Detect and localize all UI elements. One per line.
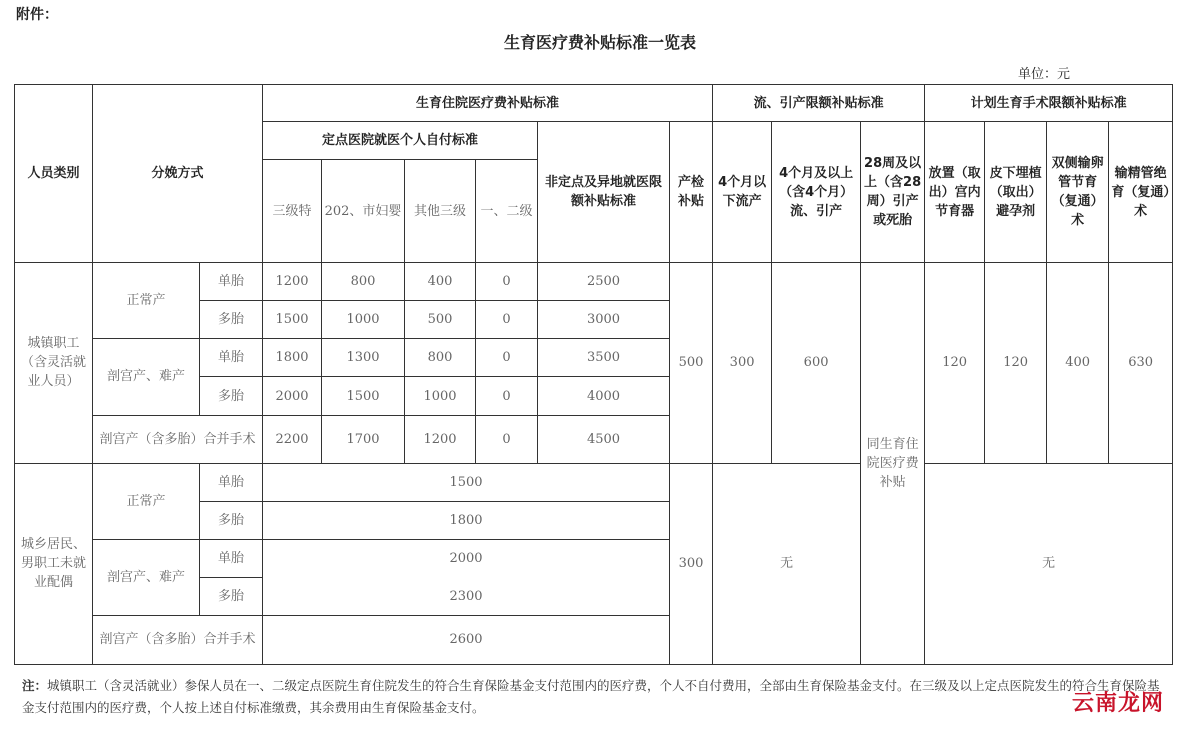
- table-cell: 1000: [322, 301, 405, 339]
- table-cell: 1500: [263, 463, 670, 501]
- header-person-category: 人员类别: [15, 85, 93, 263]
- table-cell: 0: [476, 377, 538, 415]
- method-cesarean: 剖宫产、难产: [93, 539, 200, 615]
- header-vas: 输精管绝育（复通）术: [1109, 122, 1173, 263]
- table-cell: 2000: [263, 539, 670, 577]
- birth-multiple: 多胎: [200, 577, 263, 615]
- unit-label: 单位：元: [1018, 67, 1071, 82]
- rural-abortion-none: 无: [713, 463, 861, 664]
- birth-single: 单胎: [200, 463, 263, 501]
- birth-multiple: 多胎: [200, 301, 263, 339]
- table-cell: 1300: [322, 339, 405, 377]
- header-tubal: 双侧输卵管节育（复通）术: [1047, 122, 1109, 263]
- table-cell: 1200: [405, 415, 476, 463]
- method-cesarean: 剖宫产、难产: [93, 339, 200, 415]
- category-rural-residents: 城乡居民、男职工未就业配偶: [15, 463, 93, 664]
- table-cell: 1500: [263, 301, 322, 339]
- footnote: [22, 675, 1172, 719]
- subsidy-table: [14, 84, 1173, 665]
- method-cesarean-multi-surgery: 剖宫产（含多胎）合并手术: [93, 415, 263, 463]
- header-delivery-method: 分娩方式: [93, 85, 263, 263]
- table-cell: 4000: [538, 377, 670, 415]
- note-text: 城镇职工（含灵活就业）参保人员在一、二级定点医院生育住院发生的符合生育保险基金支付范围内的医疗费，个人不自付费用，全部由生育保险基金支付。在三级及以上定点医院发生的符合生育保险基金支付范围内的医疗费，个人按上述自付标准缴费，其余费用由生育保险基金支付。: [22, 678, 1160, 715]
- method-normal: 正常产: [93, 463, 200, 539]
- birth-single: 单胎: [200, 263, 263, 301]
- header-iud: 放置（取出）宫内节育器: [925, 122, 985, 263]
- urban-under-4: 300: [713, 263, 772, 463]
- table-cell: 2000: [263, 377, 322, 415]
- table-cell: 4500: [538, 415, 670, 463]
- header-other-level3: 其他三级: [405, 160, 476, 263]
- header-level3-special: 三级特: [263, 160, 322, 263]
- note-label: 注：: [22, 678, 48, 693]
- urban-implant: 120: [985, 263, 1047, 463]
- method-normal: 正常产: [93, 263, 200, 339]
- table-cell: 2600: [263, 615, 670, 664]
- header-designated-self-pay: 定点医院就医个人自付标准: [263, 122, 538, 160]
- table-cell: 3500: [538, 339, 670, 377]
- table-cell: 800: [322, 263, 405, 301]
- table-cell: 1500: [322, 377, 405, 415]
- table-cell: 2300: [263, 577, 670, 615]
- table-cell: 500: [405, 301, 476, 339]
- birth-single: 单胎: [200, 339, 263, 377]
- table-cell: 0: [476, 301, 538, 339]
- header-hospital-subsidy: 生育住院医疗费补贴标准: [263, 85, 713, 122]
- table-cell: 1700: [322, 415, 405, 463]
- table-cell: 0: [476, 339, 538, 377]
- table-cell: 1000: [405, 377, 476, 415]
- urban-tubal: 400: [1047, 263, 1109, 463]
- header-abortion-subsidy: 流、引产限额补贴标准: [713, 85, 925, 122]
- urban-iud: 120: [925, 263, 985, 463]
- table-cell: 3000: [538, 301, 670, 339]
- header-non-designated: 非定点及异地就医限额补贴标准: [538, 122, 670, 263]
- category-urban-workers: 城镇职工（含灵活就业人员）: [15, 263, 93, 463]
- header-prenatal: 产检补贴: [670, 122, 713, 263]
- watermark-logo: 云南龙网: [1072, 691, 1165, 716]
- header-28-weeks-plus: 28周及以上（含28周）引产或死胎: [861, 122, 925, 263]
- table-cell: 1800: [263, 501, 670, 539]
- table-cell: 2500: [538, 263, 670, 301]
- birth-multiple: 多胎: [200, 377, 263, 415]
- urban-from-4: 600: [772, 263, 861, 463]
- header-under-4-months: 4个月以下流产: [713, 122, 772, 263]
- birth-multiple: 多胎: [200, 501, 263, 539]
- table-cell: 800: [405, 339, 476, 377]
- table-cell: 400: [405, 263, 476, 301]
- attachment-label: 附件：: [16, 7, 58, 23]
- table-cell: 0: [476, 415, 538, 463]
- urban-prenatal: 500: [670, 263, 713, 463]
- header-family-planning-subsidy: 计划生育手术限额补贴标准: [925, 85, 1173, 122]
- table-cell: 1200: [263, 263, 322, 301]
- rural-family-planning-none: 无: [925, 463, 1173, 664]
- table-cell: 2200: [263, 415, 322, 463]
- urban-vas: 630: [1109, 263, 1173, 463]
- header-4-months-plus: 4个月及以上（含4个月）流、引产: [772, 122, 861, 263]
- page-title: 生育医疗费补贴标准一览表: [503, 33, 696, 52]
- header-hospital-202: 202、市妇婴: [322, 160, 405, 263]
- rural-prenatal: 300: [670, 463, 713, 664]
- birth-single: 单胎: [200, 539, 263, 577]
- method-cesarean-multi-surgery: 剖宫产（含多胎）合并手术: [93, 615, 263, 664]
- header-implant: 皮下埋植（取出）避孕剂: [985, 122, 1047, 263]
- header-level12: 一、二级: [476, 160, 538, 263]
- table-cell: 1800: [263, 339, 322, 377]
- table-cell: 0: [476, 263, 538, 301]
- same-as-hospital-subsidy: 同生育住院医疗费补贴: [861, 263, 925, 665]
